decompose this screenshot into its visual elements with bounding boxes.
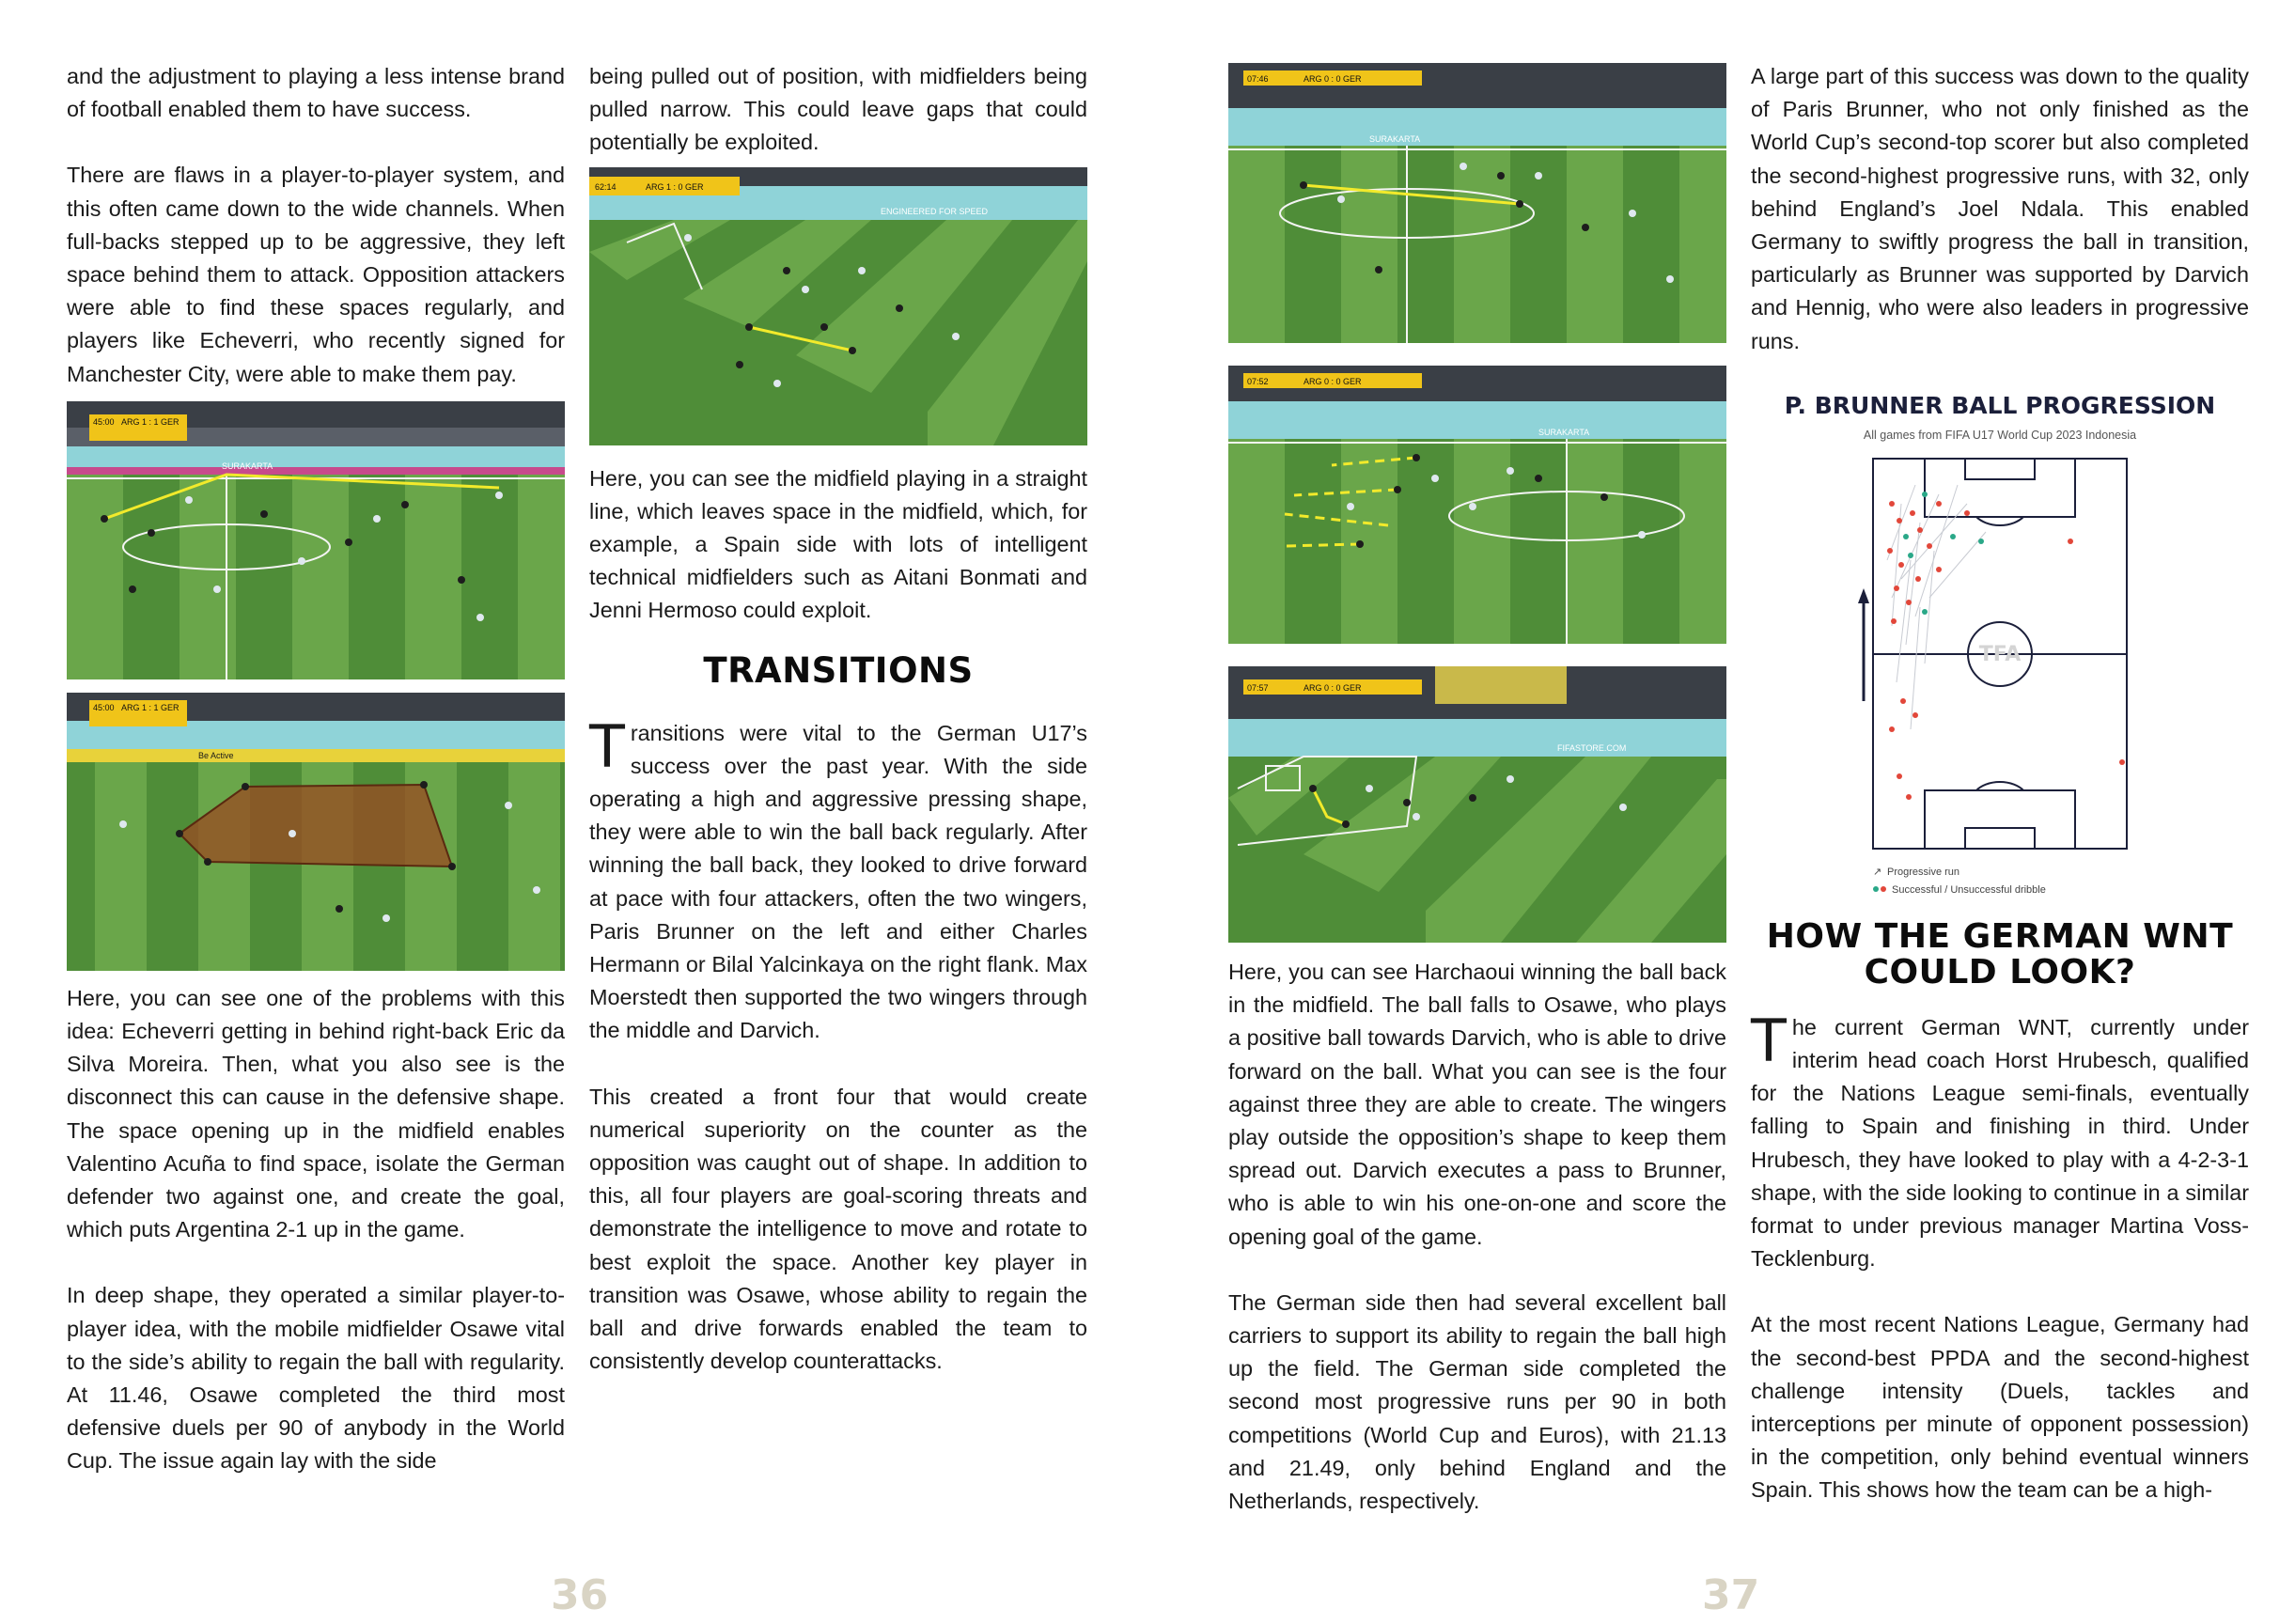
scorebug-clock: 07:52	[1247, 377, 1269, 386]
right-column-1	[1228, 63, 1726, 1518]
scorebug-clock: 62:14	[595, 181, 617, 192]
section-heading: HOW THE GERMAN WNT COULD LOOK?	[1766, 916, 2234, 992]
arrow-head	[1858, 588, 1869, 603]
page-number: 36	[551, 1571, 609, 1619]
match-photo-transition-1	[1228, 63, 1726, 343]
paragraph: The German side then had several excellent ball carriers to support its ability to regain the ball high up the field. The German side completed the second most progressive runs per 90 in both competitions (World Cup and Euros), with 21.13 and 21.49, only behind England and the Netherlands, respectively.	[1228, 1289, 1726, 1514]
chart-title: P. BRUNNER BALL PROGRESSION	[1784, 391, 2216, 419]
paragraph: being pulled out of position, with midfielders being pulled narrow. This could leave gaps that could potentially be exploited.	[589, 64, 1087, 155]
paragraph: This created a front four that would create numerical superiority on the counter as the opposition was caught out of shape. In addition to this, all four players are goal-scoring threats and demonstrate the intelligence to move and rotate to best exploit the space. Another key player in transition was Osawe, whose ability to regain the ball and drive forwards enabled the team to consistently develop counterattacks.	[589, 1084, 1087, 1374]
match-photo-defensive-gap	[67, 693, 565, 971]
stadium-banner: SURAKARTA	[222, 461, 273, 471]
legend-dribble-label: Successful / Unsuccessful dribble	[1892, 883, 2046, 896]
chart-subtitle: All games from FIFA U17 World Cup 2023 Indonesia	[1863, 428, 2137, 442]
ad-board-text: Be Active	[198, 750, 234, 760]
paragraph: and the adjustment to playing a less intense brand of football enabled them to have success.	[67, 64, 565, 122]
legend-run-icon: ↗	[1873, 866, 1882, 878]
section-heading: TRANSITIONS	[703, 649, 974, 691]
stadium-banner: SURAKARTA	[1538, 428, 1590, 437]
paragraph: There are flaws in a player-to-player system, and this often came down to the wide channels. When full-backs stepped up to be aggressive, they left space behind them to attack. Opposition attackers were able to find these spaces regularly, and players like Echeverri, who recently signed for Manchester City, were able to make them pay.	[67, 163, 565, 386]
drop-cap: T	[589, 711, 625, 781]
pitch-map	[1751, 447, 2249, 917]
scorebug-clock: 45:00	[93, 416, 115, 427]
scorebug-score: ARG 1 : 1 GER	[121, 416, 180, 427]
scorebug-clock: 07:46	[1247, 74, 1269, 84]
paragraph: Here, you can see the midfield playing in a straight line, which leaves space in the midfield, which, for example, a Spain side with lots of intelligent technical midfielders such as Aitani Bonmati and Jenni Hermoso could exploit.	[589, 465, 1087, 623]
scorebug-score: ARG 1 : 1 GER	[121, 702, 180, 712]
match-photo-midfield-line	[589, 167, 1087, 445]
right-page	[1148, 0, 2295, 1624]
right-column-2	[1751, 60, 2249, 1507]
paragraph: The current German WNT, currently under interim head coach Horst Hrubesch, qualified for the Nations League semi-finals, eventually falling to Spain and finishing in third. Under Hrubesch, they have looked to play with a 4-2-3-1 shape, with the side looking to continue in a similar format to under previous manager Martina Voss-Tecklenburg.	[1751, 1006, 2249, 1272]
legend-run-label: Progressive run	[1887, 866, 1960, 878]
scorebug-score: ARG 1 : 0 GER	[646, 181, 704, 192]
drop-cap: T	[1751, 1006, 1787, 1075]
paragraph: Transitions were vital to the German U17’s success over the past year. With the side operating a high and aggressive pressing shape, they were able to win the ball back regularly. After winning the ball back, they looked to drive forward at pace with four attackers, often the two wingers, Paris Brunner on the left and either Charles Hermann or Bilal Yalcinkaya on the right flank. Max Moerstedt then supported the two wingers through the middle and Darvich.	[589, 711, 1087, 1043]
stadium-banner: SURAKARTA	[1369, 134, 1421, 144]
scorebug-score: ARG 0 : 0 GER	[1304, 377, 1362, 386]
match-photo-wide-channel	[67, 401, 565, 679]
match-photo-transition-3	[1228, 666, 1726, 943]
paragraph: Here, you can see Harchaoui winning the ball back in the midfield. The ball falls to Osawe, who plays a positive ball towards Darvich, who is able to drive forward on the ball. What you can see is the four against three they are able to create. The wingers play outside the opposition’s shape to keep them spread out. Darvich executes a pass to Brunner, who is able to win his one-on-one and score the opening goal of the game.	[1228, 960, 1726, 1249]
ad-board-text: ENGINEERED FOR SPEED	[881, 206, 989, 216]
page-number: 37	[1702, 1571, 1760, 1619]
stadium-banner: FIFASTORE.COM	[1557, 743, 1627, 753]
scorebug-clock: 07:57	[1247, 683, 1269, 693]
paragraph: At the most recent Nations League, Germany had the second-best PPDA and the second-highest challenge intensity (Duels, tackles and interceptions per minute of opponent possession) in the competition, only behind eventual winners Spain. This shows how the team can be a high-	[1751, 1312, 2249, 1503]
paragraph: In deep shape, they operated a similar player-to-player idea, with the mobile midfielder Osawe vital to the side’s ability to regain the ball with regularity. At 11.46, Osawe completed the third most defensive duels per 90 of anybody in the World Cup. The issue again lay with the side	[67, 1283, 565, 1474]
scorebug-clock: 45:00	[93, 702, 115, 712]
legend-fail-dot	[1881, 886, 1886, 892]
left-column-1	[67, 60, 565, 1478]
scorebug-score: ARG 0 : 0 GER	[1304, 683, 1362, 693]
scorebug-score: ARG 0 : 0 GER	[1304, 74, 1362, 84]
match-photo-transition-2	[1228, 366, 1726, 644]
legend-success-dot	[1873, 886, 1879, 892]
chart-legend	[1873, 867, 2046, 896]
left-column-2	[589, 60, 1087, 1378]
paragraph: A large part of this success was down to the quality of Paris Brunner, who not only finished as the World Cup’s second-top scorer but also completed the second-highest progressive runs, with 32, only behind England’s Joel Ndala. This enabled Germany to swiftly progress the ball in transition, particularly as Brunner was supported by Darvich and Hennig, who were also leaders in progressive runs.	[1751, 64, 2249, 353]
pitch-watermark: TFA	[1978, 642, 2022, 666]
paragraph: Here, you can see one of the problems with this idea: Echeverri getting in behind right-back Eric da Silva Moreira. Then, what you also see is the disconnect this can cause in the defensive shape. The space opening up in the midfield enables Valentino Acuña to find space, isolate the German defender two against one, and create the goal, which puts Argentina 2-1 up in the game.	[67, 985, 565, 1242]
ball-progression-chart	[1751, 392, 2249, 917]
